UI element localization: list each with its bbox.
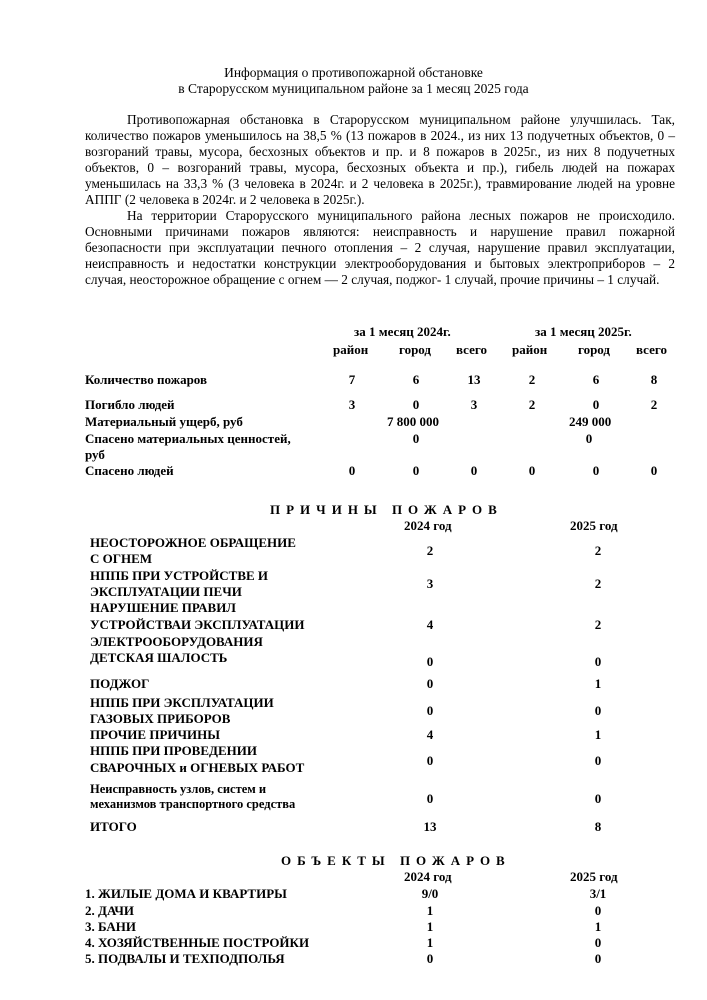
object-label: 5. ПОДВАЛЫ И ТЕХПОДПОЛЬЯ (85, 951, 285, 966)
cause-label: ДЕТСКАЯ ШАЛОСТЬ (90, 650, 228, 665)
cause-label: НЕОСТОРОЖНОЕ ОБРАЩЕНИЕ (90, 535, 296, 550)
col-city-2025: город (578, 342, 611, 357)
row-label-saved-values-unit: руб (85, 447, 105, 462)
causes-year-2024: 2024 год (404, 518, 452, 533)
col-city-2024: город (399, 342, 432, 357)
cause-value-2024: 0 (426, 753, 434, 768)
cause-value-2024: 4 (426, 617, 434, 632)
table-cell: 0 (412, 463, 420, 478)
object-label: 4. ХОЗЯЙСТВЕННЫЕ ПОСТРОЙКИ (85, 935, 310, 950)
row-label-deaths: Погибло людей (85, 397, 175, 412)
causes-total-2024: 13 (423, 819, 437, 834)
cause-value-2024: 4 (426, 727, 434, 742)
table-cell: 0 (592, 463, 600, 478)
cause-label: ПОДЖОГ (90, 676, 150, 691)
object-value-2024: 1 (426, 935, 434, 950)
cause-label: Неисправность узлов, систем и (90, 782, 267, 796)
object-value-2025: 3/1 (589, 886, 607, 901)
object-value-2024: 1 (426, 903, 434, 918)
cause-label: механизмов транспортного средства (90, 797, 296, 811)
object-value-2025: 0 (594, 935, 602, 950)
cause-value-2025: 1 (594, 727, 602, 742)
cause-label: НППБ ПРИ УСТРОЙСТВЕ И (90, 568, 269, 583)
cause-value-2025: 0 (594, 753, 602, 768)
table-cell: 0 (650, 463, 658, 478)
cause-label: НППБ ПРИ ПРОВЕДЕНИИ (90, 743, 257, 758)
title-line-2: в Старорусском муниципальном районе за 1 месяц 2025 года (178, 81, 529, 96)
table-cell: 6 (592, 372, 600, 387)
causes-total-label: ИТОГО (90, 819, 137, 834)
causes-heading: ПРИЧИНЫ ПОЖАРОВ (270, 502, 503, 517)
object-value-2024: 0 (426, 951, 434, 966)
cause-value-2025: 0 (594, 703, 602, 718)
cause-value-2025: 0 (594, 791, 602, 806)
object-value-2025: 1 (594, 919, 602, 934)
cause-label: НАРУШЕНИЕ ПРАВИЛ (90, 600, 236, 615)
object-value-2024: 9/0 (421, 886, 439, 901)
cause-label: ГАЗОВЫХ ПРИБОРОВ (90, 711, 231, 726)
period-2025-header: за 1 месяц 2025г. (535, 324, 632, 339)
col-district-2025: район (512, 342, 548, 357)
damage-2025: 249 000 (569, 414, 612, 429)
table-cell: 0 (592, 397, 600, 412)
object-label: 3. БАНИ (85, 919, 137, 934)
saved-values-2024: 0 (412, 431, 420, 446)
causes-year-2025: 2025 год (570, 518, 618, 533)
saved-values-2025: 0 (585, 431, 593, 446)
cause-label: С ОГНЕМ (90, 551, 153, 566)
cause-label: ЭКСПЛУАТАЦИИ ПЕЧИ (90, 584, 242, 599)
table-cell: 0 (470, 463, 478, 478)
object-label: 2. ДАЧИ (85, 903, 135, 918)
cause-value-2025: 1 (594, 676, 602, 691)
intro-text (85, 112, 675, 288)
row-label-damage: Материальный ущерб, руб (85, 414, 243, 429)
table-cell: 0 (528, 463, 536, 478)
row-label-saved-values: Спасено материальных ценностей, (85, 431, 291, 446)
object-value-2025: 0 (594, 951, 602, 966)
title-line-1: Информация о противопожарной обстановке (224, 65, 483, 80)
col-total-2024: всего (456, 342, 487, 357)
cause-value-2024: 3 (426, 576, 434, 591)
table-cell: 0 (348, 463, 356, 478)
col-district-2024: район (333, 342, 369, 357)
cause-value-2025: 2 (594, 576, 602, 591)
cause-label: УСТРОЙСТВАИ ЭКСПЛУАТАЦИИ (90, 617, 305, 632)
cause-value-2025: 0 (594, 654, 602, 669)
object-value-2024: 1 (426, 919, 434, 934)
table-cell: 2 (528, 397, 536, 412)
cause-value-2024: 0 (426, 791, 434, 806)
table-cell: 0 (412, 397, 420, 412)
cause-label: НППБ ПРИ ЭКСПЛУАТАЦИИ (90, 695, 274, 710)
row-label-saved-people: Спасено людей (85, 463, 174, 478)
cause-value-2024: 0 (426, 654, 434, 669)
objects-year-2025: 2025 год (570, 869, 618, 884)
cause-value-2025: 2 (594, 617, 602, 632)
cause-value-2024: 0 (426, 703, 434, 718)
cause-value-2025: 2 (594, 543, 602, 558)
table-cell: 8 (650, 372, 658, 387)
object-label: 1. ЖИЛЫЕ ДОМА И КВАРТИРЫ (85, 886, 287, 901)
cause-label: СВАРОЧНЫХ и ОГНЕВЫХ РАБОТ (90, 760, 305, 775)
intro-paragraph-2: На территории Старорусского муниципального района лесных пожаров не происходило. Основными причинами пожаров являются: неисправность и нарушение правил пожарной безопасности при эксплуатации печного отопления – 2 случая, нарушение правил эксплуатации, неисправность и недостатки конструкции электрооборудования и бытовых электроприборов – 2 случая, неосторожное обращение с огнем — 2 случая, поджог- 1 случай, прочие причины – 1 случай. (85, 208, 675, 287)
table-cell: 3 (348, 397, 356, 412)
table-cell: 13 (467, 372, 481, 387)
intro-paragraph-1: Противопожарная обстановка в Старорусском муниципальном районе улучшилась. Так, количество пожаров уменьшилось на 38,5 % (13 пожаров в 2024., из них 13 подучетных объектов, 0 – возгораний травы, мусора, бесхозных объектов и пр. и 8 пожаров в 2025г., из них 8 подучетных объектов, 0 – возгораний травы, мусора, бесхозных объекта и пр.), гибель людей на пожарах уменьшилась на 33,3 % (3 человека в 2024г. и 2 человека в 2025г.), травмирование людей на уровне АППГ (2 человека в 2024г. и 2 человека в 2025г.). (85, 112, 675, 207)
table-cell: 6 (412, 372, 420, 387)
cause-value-2024: 2 (426, 543, 434, 558)
cause-label: ЭЛЕКТРООБОРУДОВАНИЯ (90, 634, 263, 649)
table-cell: 2 (650, 397, 658, 412)
cause-label: ПРОЧИЕ ПРИЧИНЫ (90, 727, 221, 742)
causes-total-2025: 8 (594, 819, 602, 834)
cause-value-2024: 0 (426, 676, 434, 691)
col-total-2025: всего (636, 342, 667, 357)
object-value-2025: 0 (594, 903, 602, 918)
table-cell: 7 (348, 372, 356, 387)
objects-heading: ОБЪЕКТЫ ПОЖАРОВ (281, 853, 511, 868)
table-cell: 3 (470, 397, 478, 412)
damage-2024: 7 800 000 (387, 414, 439, 429)
objects-year-2024: 2024 год (404, 869, 452, 884)
period-2024-header: за 1 месяц 2024г. (354, 324, 451, 339)
table-cell: 2 (528, 372, 536, 387)
row-label-fires: Количество пожаров (85, 372, 208, 387)
